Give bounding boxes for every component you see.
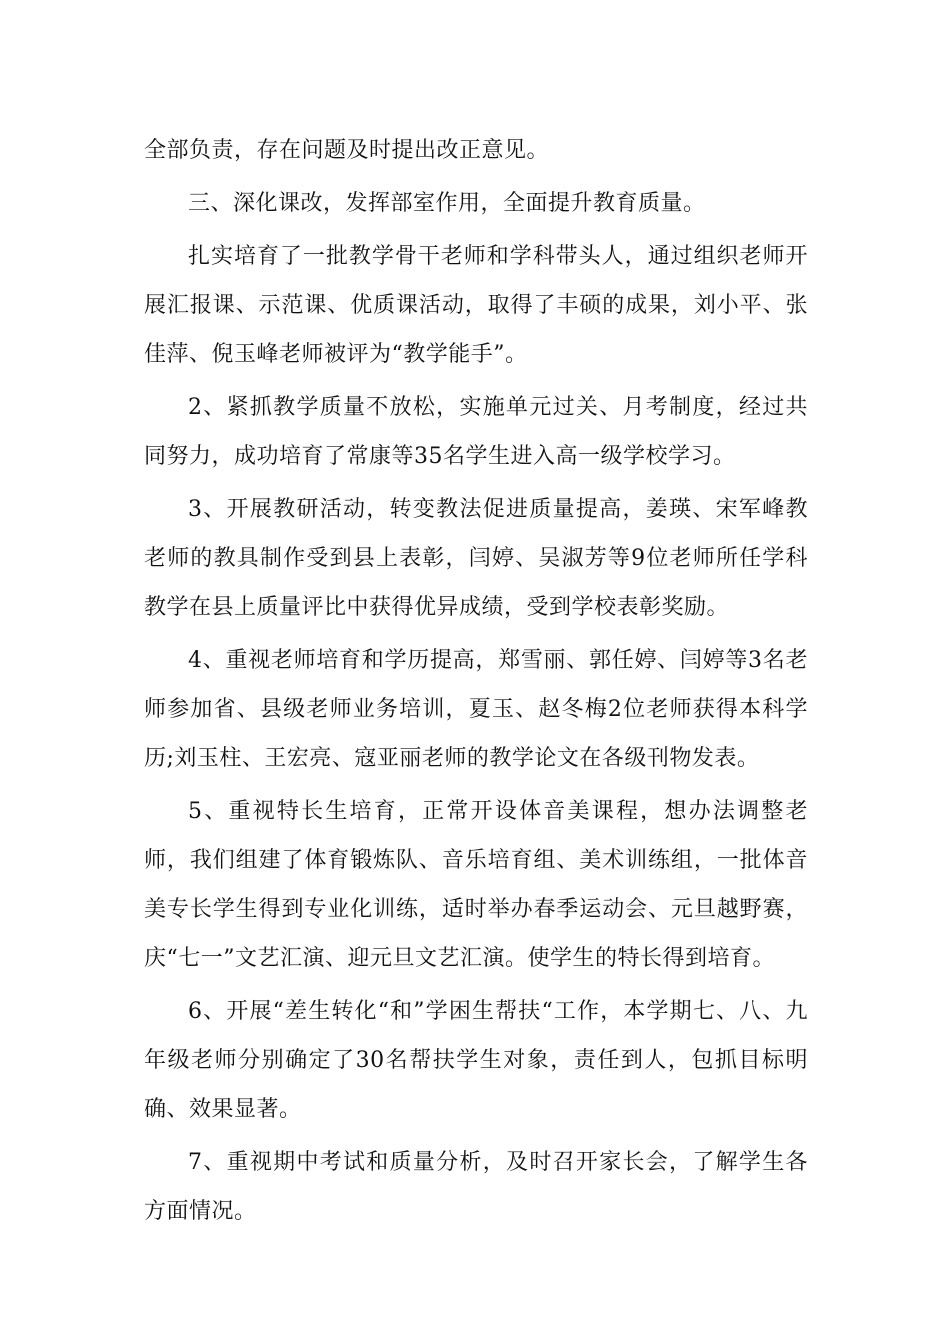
paragraph-item-5: 5、重视特长生培育，正常开设体音美课程，想办法调整老师，我们组建了体育锻炼队、音乐培育组、美术训练组，一批体音美专长学生得到专业化训练，适时举办春季运动会、元旦越野赛，庆“七一”文艺汇演、迎元旦文艺汇演。使学生的特长得到培育。 [144,799,808,971]
paragraph-item-2: 2、紧抓教学质量不放松，实施单元过关、月考制度，经过共同努力，成功培育了常康等35名学生进入高一级学校学习。 [144,395,808,469]
section-heading-three: 三、深化课改，发挥部室作用，全面提升教育质量。 [188,191,706,216]
paragraph-continuation: 全部负责，存在问题及时提出改正意见。 [144,138,550,163]
document-body [144,126,808,1240]
paragraph-teacher-training: 扎实培育了一批教学骨干老师和学科带头人，通过组织老师开展汇报课、示范课、优质课活动，取得了丰硕的成果，刘小平、张佳萍、倪玉峰老师被评为“教学能手”。 [144,244,808,367]
paragraph-item-3: 3、开展教研活动，转变教法促进质量提高，姜瑛、宋军峰教老师的教具制作受到县上表彰，闫婷、吴淑芳等9位老师所任学科教学在县上质量评比中获得优异成绩，受到学校表彰奖励。 [144,497,808,620]
paragraph-item-7: 7、重视期中考试和质量分析，及时召开家长会，了解学生各方面情况。 [144,1150,808,1224]
paragraph-item-6: 6、开展“差生转化“和”学困生帮扶“工作，本学期七、八、九年级老师分别确定了30名帮扶学生对象，责任到人，包抓目标明确、效果显著。 [144,999,808,1122]
paragraph-item-4: 4、重视老师培育和学历提高，郑雪丽、郭任婷、闫婷等3名老师参加省、县级老师业务培训，夏玉、赵冬梅2位老师获得本科学历;刘玉柱、王宏亮、寇亚丽老师的教学论文在各级刊物发表。 [144,648,808,771]
